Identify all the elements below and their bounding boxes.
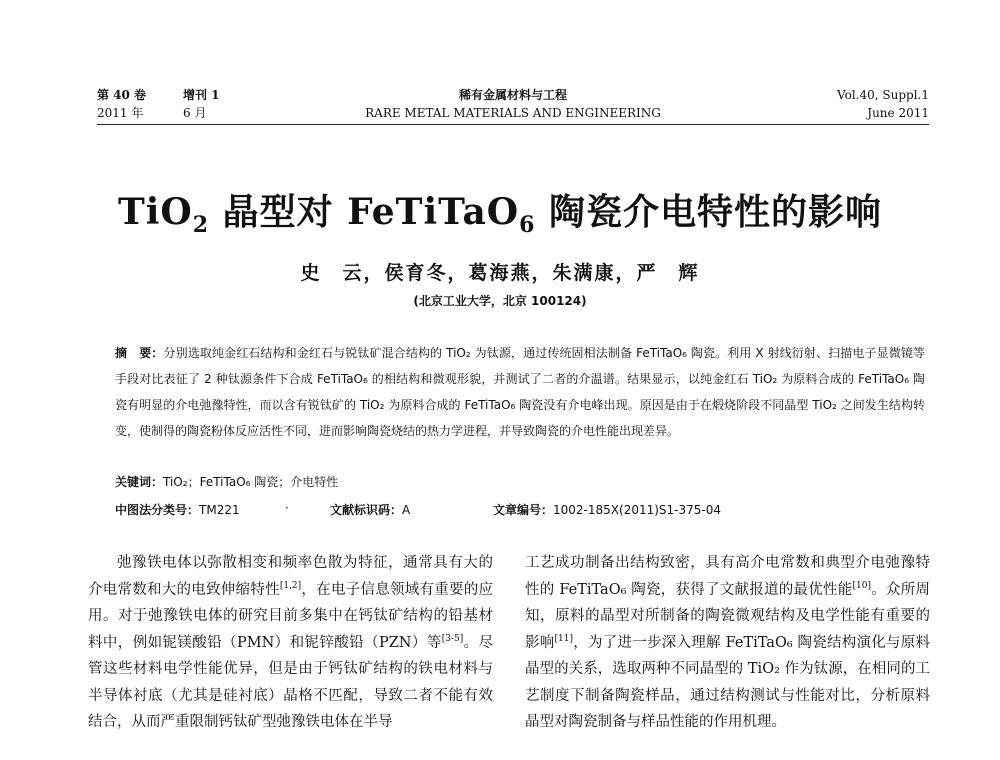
doc-code-label: 文献标识码： — [330, 503, 403, 517]
doc-code-value: A — [402, 503, 411, 517]
title-part-1: TiO — [117, 191, 193, 233]
header-journal-block — [97, 86, 929, 122]
citation-ref: [10] — [852, 580, 871, 591]
left-text-1: 弛豫铁电体以弥散相变和频率色散为特征，通常具有大的介电常数和大的电致伸缩特性 — [88, 555, 493, 598]
keywords-label: 关键词： — [115, 475, 164, 489]
author-list: 史 云，侯育冬，葛海燕，朱满康，严 辉 — [300, 262, 700, 284]
article-number-label: 文章编号： — [493, 503, 554, 517]
right-text-3: ，为了进一步深入理解 FeTiTaO₆ 陶瓷结构演化与原料晶型的关系，选取两种不同晶型的 TiO₂ 作为钛源，在相同的工艺制度下制备陶瓷样品，通过结构测试与性能对比，分析原料晶型对陶瓷制备与样品性能的作用机理。 — [525, 634, 930, 730]
right-text-1: 工艺成功制备出结构致密，具有高介电常数和典型介电弛豫特性的 FeTiTaO₆ 陶瓷，获得了文献报道的最优性能 — [525, 555, 930, 598]
citation-ref: [11] — [554, 633, 573, 644]
title-part-2: 晶型对 FeTiTaO — [209, 191, 520, 233]
month-cn: 6 月 — [183, 106, 207, 120]
left-text-2: ，在电子信息领域有重要的应用。对于弛豫铁电体的研究目前多集中在钙钛矿结构的铅基材料中，例如铌镁酸铅（PMN）和铌锌酸铅（PZN）等 — [88, 581, 493, 651]
abstract — [115, 340, 925, 444]
separator-dot: · — [285, 501, 289, 515]
title-subscript-2: 6 — [519, 212, 536, 239]
article-number-value: 1002-185X(2011)S1-375-04 — [553, 503, 721, 517]
title-part-3: 陶瓷介电特性的影响 — [535, 191, 883, 233]
clc-label: 中图法分类号： — [115, 503, 200, 517]
header-rule — [97, 124, 929, 125]
citation-ref: [1,2] — [279, 580, 302, 591]
article-title — [0, 184, 1000, 239]
date-en: June 2011 — [867, 106, 929, 120]
year-cn: 2011 年 — [97, 106, 144, 120]
keywords-text: TiO₂；FeTiTaO₆ 陶瓷；介电特性 — [163, 475, 339, 489]
keywords — [115, 473, 925, 490]
body-column-right — [525, 550, 930, 736]
header-volume-en-block — [837, 86, 929, 122]
affiliation: (北京工业大学，北京 100124) — [413, 294, 587, 308]
volume-cn: 第 40 卷 — [97, 88, 147, 102]
running-header — [97, 86, 929, 126]
right-text-2: 。众所周知，原料的晶型对所制备的陶瓷微观结构及电学性能有重要的影响 — [525, 581, 930, 651]
volume-en: Vol.40, Suppl.1 — [837, 88, 929, 102]
abstract-label: 摘 要： — [115, 346, 164, 360]
body-column-left — [88, 550, 493, 736]
supplement-cn: 增刊 1 — [183, 88, 220, 102]
title-subscript-1: 2 — [192, 212, 210, 239]
citation-ref: [3-5] — [441, 633, 464, 644]
clc-value: TM221 — [199, 503, 240, 517]
abstract-text: 分别选取纯金红石结构和金红石与锐钛矿混合结构的 TiO₂ 为钛源，通过传统固相法制备 FeTiTaO₆ 陶瓷。利用 X 射线衍射、扫描电子显微镜等手段对比表征了 2 种钛源条件下合成 FeTiTaO₆ 的相结构和微观形貌，并测试了二者的介温谱。结果显示，以纯金红石 TiO₂ 为原料合成的 FeTiTaO₆ 陶瓷有明显的介电弛豫特性，而以含有锐钛矿的 TiO₂ 为原料合成的 FeTiTaO₆ 陶瓷没有介电峰出现。原因是由于在煅烧阶段不同晶型 TiO₂ 之间发生结构转变，使制得的陶瓷粉体反应活性不同，进而影响陶瓷烧结的热力学进程，并导致陶瓷的介电性能出现差异。 — [115, 346, 925, 438]
journal-name-cn: 稀有金属材料与工程 — [458, 88, 567, 102]
left-text-3: 。尽管这些材料电学性能优异，但是由于钙钛矿结构的铁电材料与半导体衬底（尤其是硅衬底）晶格不匹配，导致二者不能有效结合，从而严重限制钙钛矿型弛豫铁电体在半导 — [88, 634, 494, 730]
journal-name-en: RARE METAL MATERIALS AND ENGINEERING — [365, 106, 661, 120]
